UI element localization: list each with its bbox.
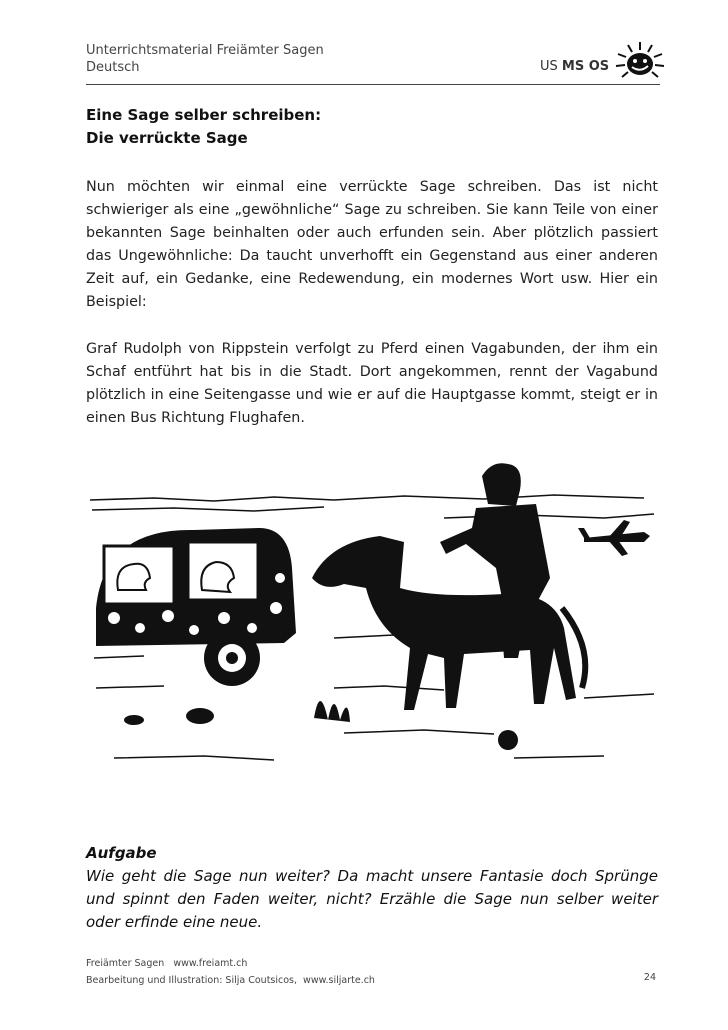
task-section [86, 842, 658, 934]
title-line-2: Die verrückte Sage [86, 129, 248, 147]
header-title: Unterrichtsmaterial Freiämter Sagen [86, 43, 324, 58]
bus-drawing [96, 528, 296, 686]
example-paragraph: Graf Rudolph von Rippstein verfolgt zu Pferd einen Vagabunden, der ihm ein Schaf entführt hat bis in die Stadt. Dort angekommen, rennt der Vagabund plötzlich in eine Seitengasse und wie er auf die Hauptgasse kommt, steigt er in einen Bus Richtung Flughafen. [86, 341, 658, 426]
page-number: 24 [643, 972, 656, 983]
footer-credits: Bearbeitung und Illustration: Silja Coutsicos, www.siljarte.ch [86, 975, 375, 986]
intro-paragraph: Nun möchten wir einmal eine verrückte Sage schreiben. Das ist nicht schwieriger als eine „gewöhnliche“ Sage zu schreiben. Sie kann Teile von einer bekannten Sage beinhalten oder auch erfunden sein. Aber plötzlich passiert das Ungewöhnliche: Da taucht unverhofft ein Gegenstand aus einer anderen Zeit auf, ein Gedanke, eine Redewendung, ein modernes Wort usw. Hier ein Beispiel: [86, 179, 658, 310]
header-subject: Deutsch [86, 60, 140, 75]
level-ms-os: MS OS [561, 59, 610, 74]
task-text: Wie geht die Sage nun weiter? Da macht unsere Fantasie doch Sprünge und spinnt den Faden weiter, nicht? Erzähle die Sage nun selber weiter oder erfinde eine neue. [86, 867, 658, 931]
page-footer [86, 955, 660, 989]
bus-and-rider-illustration [84, 458, 660, 780]
title-line-1: Eine Sage selber schreiben: [86, 106, 322, 124]
sun-face-logo-icon [614, 40, 666, 82]
header-divider [86, 84, 660, 85]
level-us: US [540, 59, 558, 74]
footer-source: Freiämter Sagen www.freiamt.ch [86, 958, 248, 969]
airplane-drawing [578, 520, 650, 556]
task-title: Aufgabe [86, 844, 157, 862]
level-indicator [540, 59, 609, 74]
page-title [86, 104, 321, 150]
